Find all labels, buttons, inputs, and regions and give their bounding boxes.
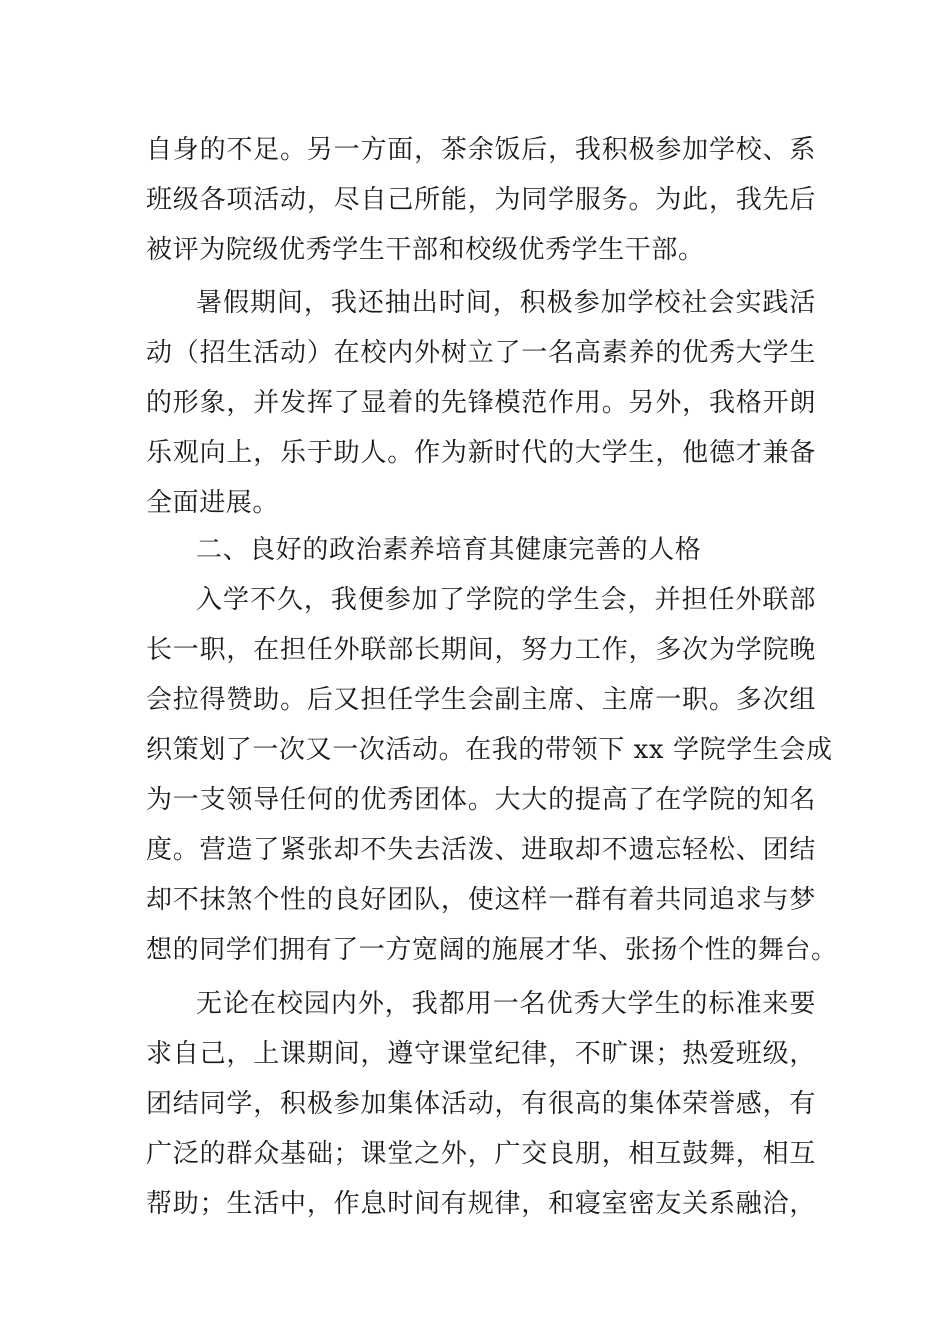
paragraph-first-line: 暑假期间，我还抽出时间，积极参加学校社会实践活 [196,288,816,318]
text-line: 广泛的群众基础；课堂之外，广交良朋，相互鼓舞，相互 [146,1139,816,1169]
text-line: 想的同学们拥有了一方宽阔的施展才华、张扬个性的舞台。 [146,935,838,965]
paragraph-first-line: 入学不久，我便参加了学院的学生会，并担任外联部 [196,585,816,615]
text-line: 的形象，并发挥了显着的先锋模范作用。另外，我格开朗 [146,388,816,418]
text-line: 度。营造了紧张却不失去活泼、进取却不遗忘轻松、团结 [146,835,816,865]
text-line: 会拉得赞助。后又担任学生会副主席、主席一职。多次组 [146,685,816,715]
text-line: 为一支领导任何的优秀团体。大大的提高了在学院的知名 [146,785,816,815]
text-line: 求自己，上课期间，遵守课堂纪律，不旷课；热爱班级， [146,1039,816,1069]
text-line: 团结同学，积极参加集体活动，有很高的集体荣誉感，有 [146,1089,816,1119]
text-line: 却不抹煞个性的良好团队，使这样一群有着共同追求与梦 [146,885,816,915]
text-line: 乐观向上，乐于助人。作为新时代的大学生，他德才兼备 [146,438,816,468]
section-heading: 二、良好的政治素养培育其健康完善的人格 [196,535,702,565]
text-line: 帮助；生活中，作息时间有规律，和寝室密友关系融洽， [146,1189,816,1219]
paragraph-first-line: 无论在校园内外，我都用一名优秀大学生的标准来要 [196,989,816,1019]
text-line: 长一职，在担任外联部长期间，努力工作，多次为学院晚 [146,635,816,665]
text-line: 动（招生活动）在校内外树立了一名高素养的优秀大学生 [146,338,816,368]
text-line: 全面进展。 [146,488,280,518]
text-line: 班级各项活动，尽自己所能，为同学服务。为此，我先后 [146,185,816,215]
text-line: 织策划了一次又一次活动。在我的带领下 xx 学院学生会成 [146,735,833,765]
text-line: 自身的不足。另一方面，茶余饭后，我积极参加学校、系 [146,135,816,165]
text-line: 被评为院级优秀学生干部和校级优秀学生干部。 [146,235,705,265]
